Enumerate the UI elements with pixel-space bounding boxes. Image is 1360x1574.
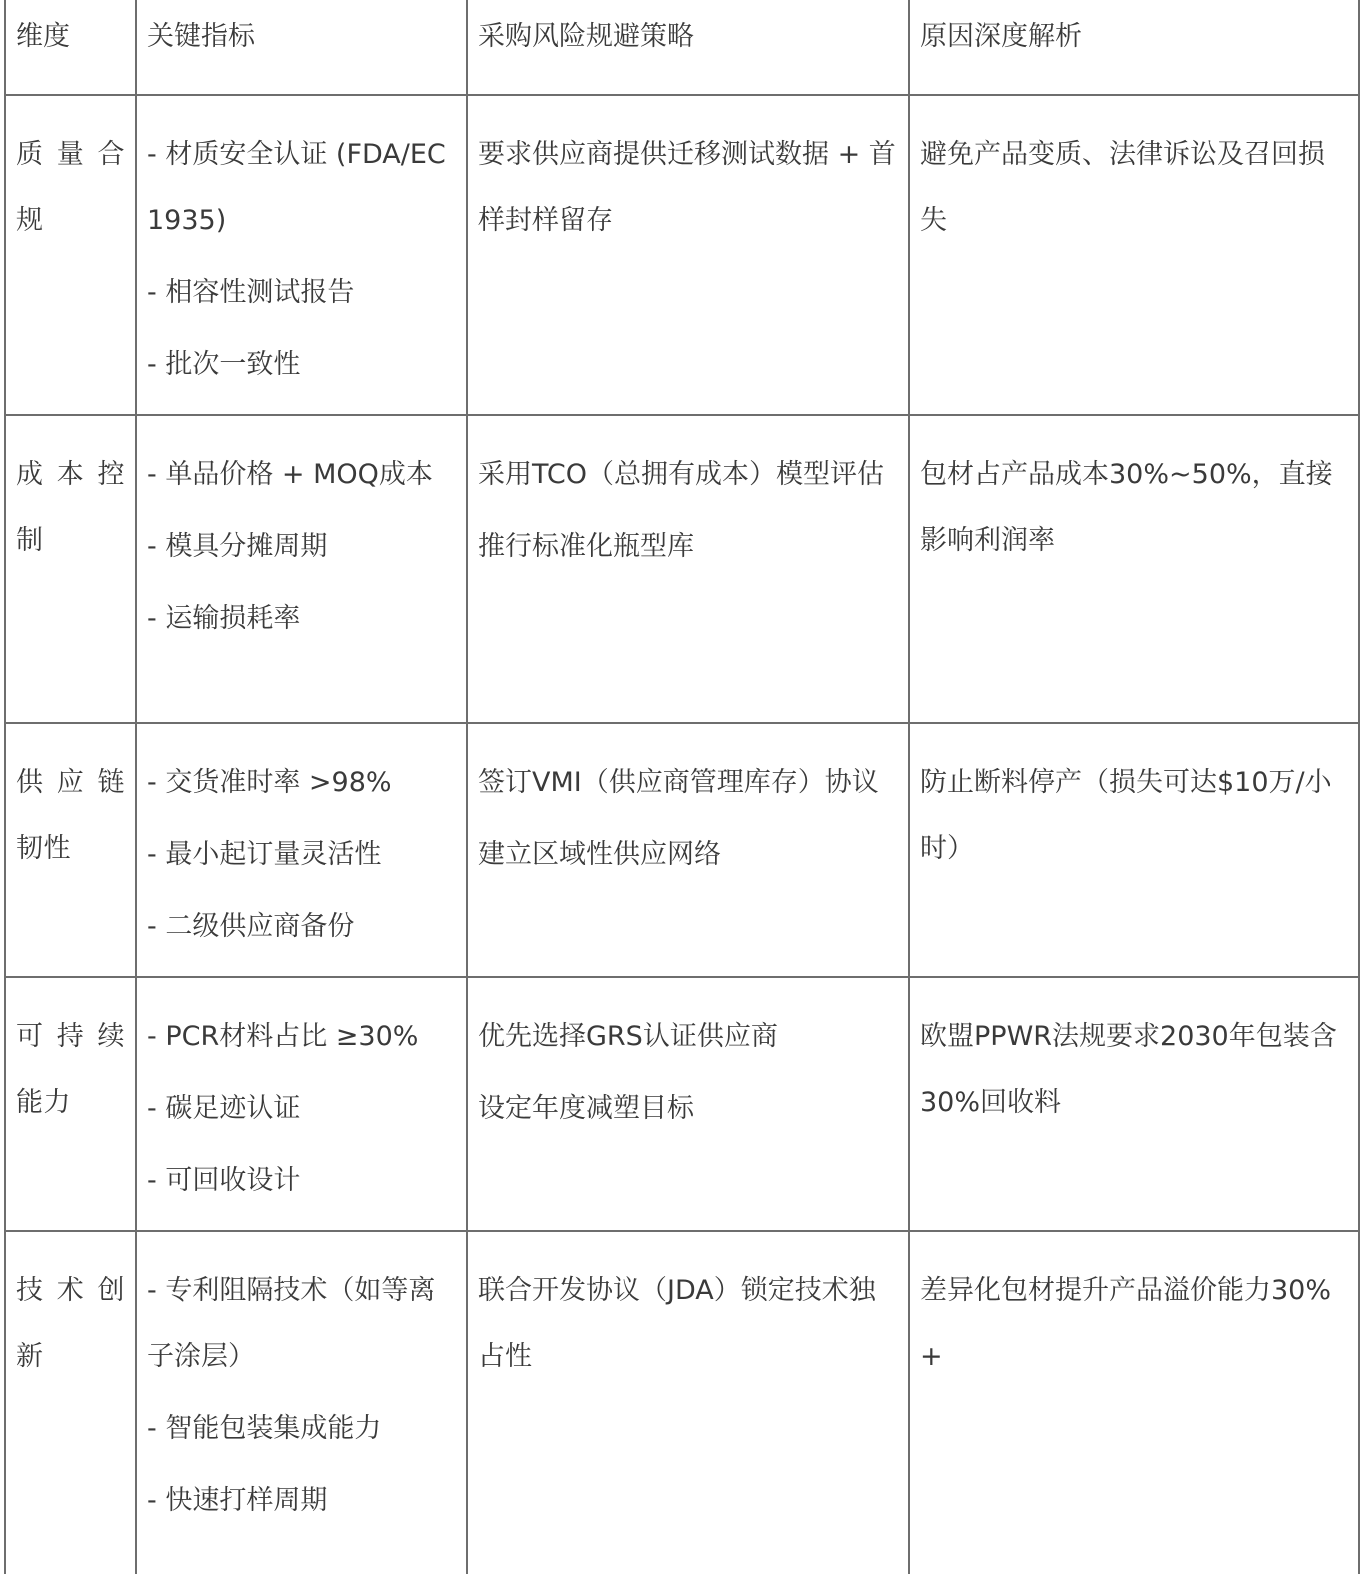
metric-item: - 单品价格 + MOQ成本 <box>147 459 433 490</box>
table-header-row <box>5 0 1359 95</box>
table-row <box>5 1231 1359 1574</box>
cell-reason <box>909 977 1359 1231</box>
metric-item: - 专利阻隔技术（如等离子涂层） <box>147 1275 436 1372</box>
cell-strategy <box>467 95 909 415</box>
metric-item: - 批次一致性 <box>147 349 301 380</box>
metric-item: - 交货准时率 >98% <box>147 767 392 798</box>
metric-item: - 可回收设计 <box>147 1165 301 1196</box>
strategy-item: 设定年度减塑目标 <box>478 1093 694 1124</box>
procurement-risk-table <box>4 0 1360 1574</box>
reason-item: 欧盟PPWR法规要求2030年包装含30%回收料 <box>920 1021 1337 1118</box>
metric-item: - 材质安全认证 (FDA/EC1935) <box>147 139 446 236</box>
header-key-metrics: 关键指标 <box>136 0 467 95</box>
cell-reason <box>909 95 1359 415</box>
metric-item: - PCR材料占比 ≥30% <box>147 1021 419 1052</box>
table-row <box>5 977 1359 1231</box>
table-row <box>5 415 1359 723</box>
cell-strategy <box>467 723 909 977</box>
metric-item: - 运输损耗率 <box>147 603 301 634</box>
cell-strategy <box>467 977 909 1231</box>
cell-reason <box>909 1231 1359 1574</box>
reason-item: 防止断料停产（损失可达$10万/小时） <box>920 767 1332 864</box>
header-dimension: 维度 <box>5 0 136 95</box>
reason-item: 包材占产品成本30%~50%，直接影响利润率 <box>920 459 1333 556</box>
metric-item: - 模具分摊周期 <box>147 531 328 562</box>
cell-metrics <box>136 977 467 1231</box>
cell-dimension: 可 持 续能力 <box>5 977 136 1231</box>
table-row <box>5 723 1359 977</box>
cell-reason <box>909 415 1359 723</box>
strategy-item: 签订VMI（供应商管理库存）协议 <box>478 767 879 798</box>
cell-metrics <box>136 1231 467 1574</box>
metric-item: - 相容性测试报告 <box>147 277 355 308</box>
header-reason-analysis: 原因深度解析 <box>909 0 1359 95</box>
header-risk-strategy: 采购风险规避策略 <box>467 0 909 95</box>
metric-item: - 最小起订量灵活性 <box>147 839 382 870</box>
cell-strategy <box>467 415 909 723</box>
metric-item: - 碳足迹认证 <box>147 1093 301 1124</box>
cell-dimension: 供 应 链韧性 <box>5 723 136 977</box>
strategy-item: 联合开发协议（JDA）锁定技术独占性 <box>478 1275 876 1372</box>
metric-item: - 快速打样周期 <box>147 1485 328 1516</box>
reason-item: 差异化包材提升产品溢价能力30%+ <box>920 1275 1332 1372</box>
cell-dimension: 质 量 合规 <box>5 95 136 415</box>
strategy-item: 采用TCO（总拥有成本）模型评估 <box>478 459 885 490</box>
cell-metrics <box>136 723 467 977</box>
cell-dimension: 技 术 创新 <box>5 1231 136 1574</box>
strategy-item: 要求供应商提供迁移测试数据 + 首样封样留存 <box>478 139 896 236</box>
cell-metrics <box>136 95 467 415</box>
strategy-item: 优先选择GRS认证供应商 <box>478 1021 778 1052</box>
metric-item: - 智能包装集成能力 <box>147 1413 382 1444</box>
cell-dimension: 成 本 控制 <box>5 415 136 723</box>
cell-metrics <box>136 415 467 723</box>
table-row <box>5 95 1359 415</box>
cell-reason <box>909 723 1359 977</box>
reason-item: 避免产品变质、法律诉讼及召回损失 <box>920 139 1325 236</box>
strategy-item: 建立区域性供应网络 <box>478 839 721 870</box>
cell-strategy <box>467 1231 909 1574</box>
metric-item: - 二级供应商备份 <box>147 911 355 942</box>
strategy-item: 推行标准化瓶型库 <box>478 531 694 562</box>
